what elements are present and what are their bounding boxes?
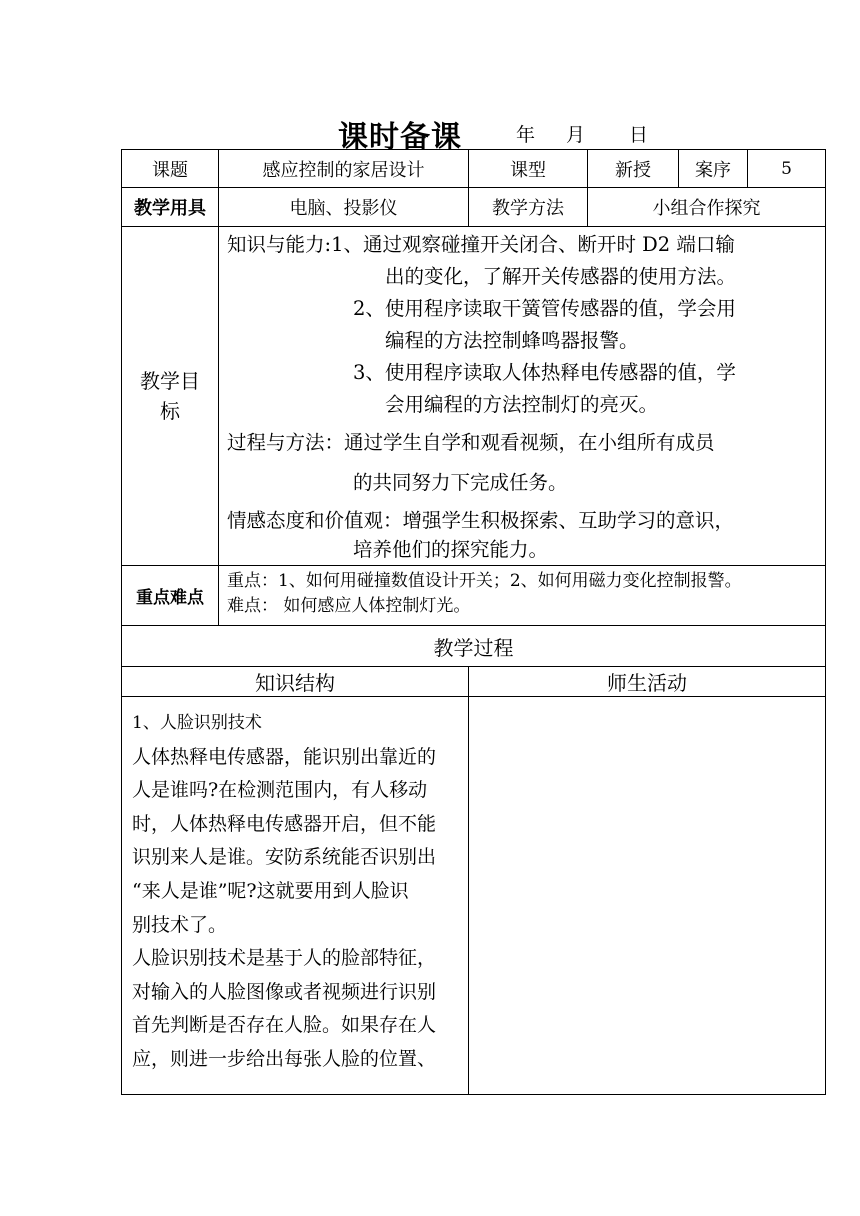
- objective-line: 情感态度和价值观：增强学生积极探索、互助学习的意识，: [227, 509, 735, 532]
- objective-line: 编程的方法控制蜂鸣器报警。: [385, 329, 639, 352]
- type-value: 新授: [588, 150, 679, 188]
- type-label: 课型: [469, 150, 588, 188]
- process-heading-row: [122, 626, 826, 667]
- objective-line: 知识与能力:1、通过观察碰撞开关闭合、断开时 D2 端口输: [227, 233, 735, 256]
- objectives-label-line1: 教学目: [140, 369, 200, 393]
- knowledge-line: 首先判断是否存在人脸。如果存在人: [132, 1014, 437, 1037]
- method-value: 小组合作探究: [588, 188, 826, 227]
- process-content-row: [122, 697, 826, 1095]
- topic-label: 课题: [122, 150, 219, 188]
- process-columns-row: [122, 667, 826, 697]
- objectives-label: [122, 227, 219, 566]
- knowledge-line: 人体热释电传感器，能识别出靠近的: [132, 745, 437, 768]
- title-row: [0, 110, 860, 155]
- objective-line: 的共同努力下完成任务。: [353, 471, 568, 494]
- method-label: 教学方法: [469, 188, 588, 227]
- date-day: 日: [629, 124, 649, 146]
- knowledge-line: 对输入的人脸图像或者视频进行识别: [132, 980, 437, 1003]
- date-month: 月: [566, 124, 586, 146]
- date-year: 年: [516, 124, 536, 146]
- col-knowledge-header: 知识结构: [122, 667, 469, 697]
- col-activity-header: 师生活动: [469, 667, 826, 697]
- objective-line: 培养他们的探究能力。: [353, 538, 549, 561]
- objective-line: 3、使用程序读取人体热释电传感器的值，学: [353, 361, 736, 384]
- knowledge-line: 应，则进一步给出每张人脸的位置、: [132, 1047, 437, 1070]
- info-row-tools: [122, 188, 826, 227]
- lesson-plan-table: [121, 149, 826, 1095]
- objectives-content: [219, 227, 826, 566]
- objectives-row: [122, 227, 826, 566]
- objective-line: 过程与方法：通过学生自学和观看视频，在小组所有成员: [227, 431, 715, 454]
- info-row-topic: [122, 150, 826, 188]
- knowledge-line: 人脸识别技术是基于人的脸部特征，: [132, 947, 437, 970]
- key-point-line: 重点：1、如何用碰撞数值设计开关；2、如何用磁力变化控制报警。: [227, 571, 742, 591]
- tools-label: 教学用具: [122, 188, 219, 227]
- case-label: 案序: [679, 150, 748, 188]
- knowledge-line: “来人是谁”呢?这就要用到人脸识: [132, 879, 409, 902]
- knowledge-line: 识别来人是谁。安防系统能否识别出: [132, 846, 437, 869]
- knowledge-line: 别技术了。: [132, 913, 228, 936]
- key-points-row: [122, 566, 826, 626]
- objective-line: 会用编程的方法控制灯的亮灭。: [385, 393, 659, 416]
- objectives-label-line2: 标: [160, 399, 180, 423]
- knowledge-content: [122, 697, 469, 1095]
- key-point-line: 难点： 如何感应人体控制灯光。: [227, 596, 471, 616]
- key-points-content: [219, 566, 826, 626]
- knowledge-line: 1、人脸识别技术: [132, 713, 262, 733]
- topic-value: 感应控制的家居设计: [219, 150, 469, 188]
- objective-line: 出的变化，了解开关传感器的使用方法。: [385, 265, 737, 288]
- page-title: 课时备课: [338, 120, 462, 155]
- tools-value: 电脑、投影仪: [219, 188, 469, 227]
- objective-line: 2、使用程序读取干簧管传感器的值，学会用: [353, 297, 736, 320]
- knowledge-line: 时，人体热释电传感器开启，但不能: [132, 812, 437, 835]
- key-points-label: 重点难点: [122, 566, 219, 626]
- process-heading: 教学过程: [122, 626, 826, 667]
- knowledge-line: 人是谁吗?在检测范围内，有人移动: [132, 779, 428, 802]
- case-value: 5: [748, 150, 826, 188]
- activity-content: [469, 697, 826, 1095]
